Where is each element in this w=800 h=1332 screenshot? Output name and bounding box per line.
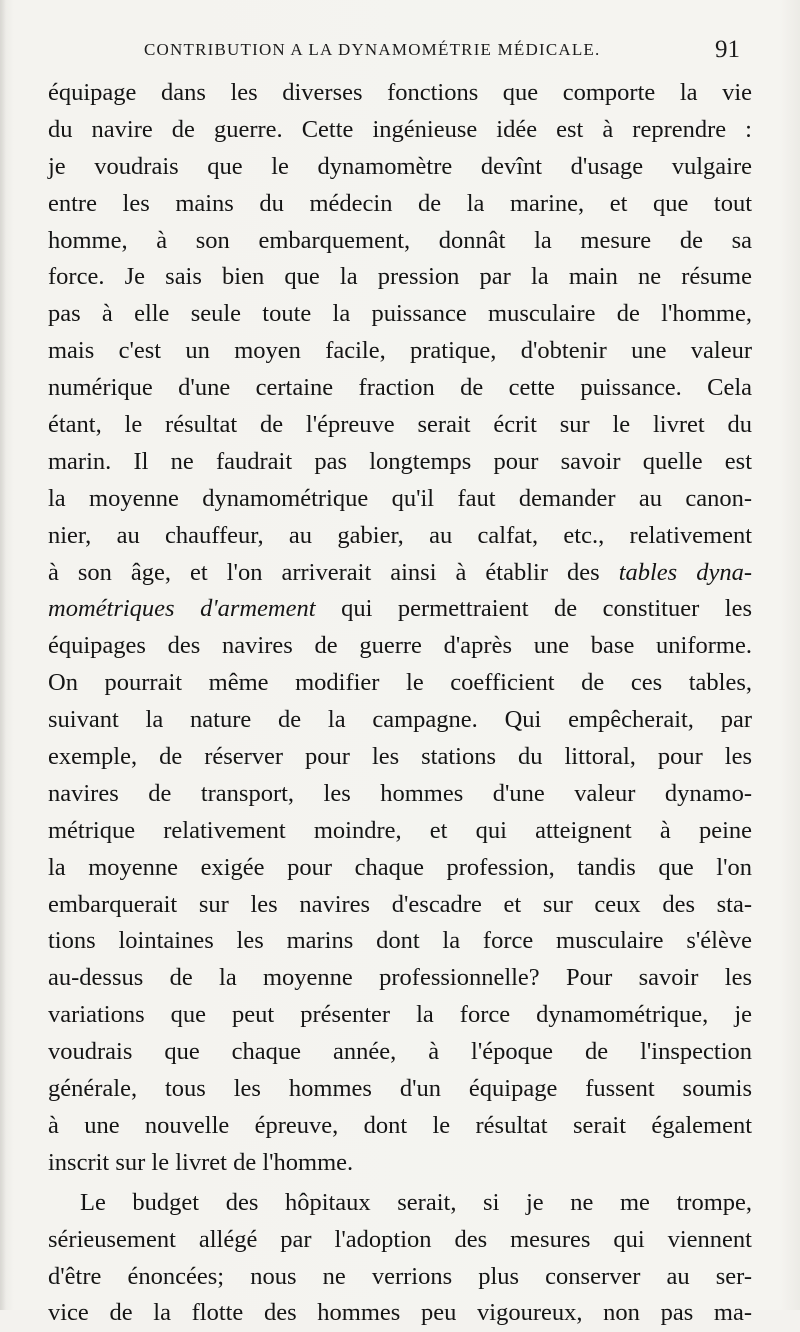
text-line: métrique relativement moindre, et qui atteignent à peine — [48, 816, 752, 844]
text-line: tions lointaines les marins dont la force musculaire s'élève — [48, 927, 752, 955]
text-line: numérique d'une certaine fraction de cette puissance. Cela — [48, 374, 752, 402]
text-line: à une nouvelle épreuve, dont le résultat serait également — [48, 1111, 752, 1139]
text-line: du navire de guerre. Cette ingénieuse idée est à reprendre : — [48, 115, 752, 143]
page-number: 91 — [715, 36, 740, 63]
page-header — [48, 38, 744, 68]
page-edge-shadow — [0, 0, 6, 1310]
text-line: force. Je sais bien que la pression par la main ne résume — [48, 263, 752, 291]
text-line: équipages des navires de guerre d'après une base uniforme. — [48, 632, 752, 660]
text-line: la moyenne exigée pour chaque profession, tandis que l'on — [48, 853, 752, 881]
text-line-with-italic — [48, 591, 752, 628]
text-line: entre les mains du médecin de la marine, et que tout — [48, 189, 752, 217]
italic-term: mométriques d'armement — [48, 595, 316, 623]
text-span: qui permettraient de constituer les — [315, 595, 752, 623]
text-line: au-dessus de la moyenne professionnelle? Pour savoir les — [48, 964, 752, 992]
paragraph-1 — [48, 75, 752, 1182]
text-line: embarquerait sur les navires d'escadre et sur ceux des sta- — [48, 890, 752, 918]
text-line: navires de transport, les hommes d'une valeur dynamo- — [48, 779, 752, 807]
text-line: vice de la flotte des hommes peu vigoureux, non pas ma- — [48, 1299, 752, 1327]
text-line: la moyenne dynamométrique qu'il faut demander au canon- — [48, 484, 752, 512]
text-line: je voudrais que le dynamomètre devînt d'usage vulgaire — [48, 152, 752, 180]
text-span: à son âge, et l'on arriverait ainsi à établir des — [48, 558, 619, 586]
text-line: exemple, de réserver pour les stations du littoral, pour les — [48, 743, 752, 771]
text-line: mais c'est un moyen facile, pratique, d'obtenir une valeur — [48, 337, 752, 365]
text-line: homme, à son embarquement, donnât la mesure de sa — [48, 226, 752, 254]
text-line: suivant la nature de la campagne. Qui empêcherait, par — [48, 706, 752, 734]
italic-term: tables dyna- — [618, 558, 753, 586]
text-line: pas à elle seule toute la puissance musculaire de l'homme, — [48, 300, 752, 328]
text-line: sérieusement allégé par l'adoption des mesures qui viennent — [48, 1225, 752, 1253]
text-line: inscrit sur le livret de l'homme. — [48, 1148, 354, 1176]
text-line: voudrais que chaque année, à l'époque de l'inspection — [48, 1038, 752, 1066]
text-line: générale, tous les hommes d'un équipage fussent soumis — [48, 1075, 752, 1103]
text-line: d'être énoncées; nous ne verrions plus conserver au ser- — [48, 1262, 752, 1290]
text-line: étant, le résultat de l'épreuve serait écrit sur le livret du — [48, 411, 752, 439]
text-line-with-italic — [48, 555, 752, 592]
text-line: On pourrait même modifier le coefficient de ces tables, — [48, 669, 752, 697]
text-line: variations que peut présenter la force dynamométrique, je — [48, 1001, 752, 1029]
running-head: CONTRIBUTION A LA DYNAMOMÉTRIE MÉDICALE. — [144, 40, 601, 59]
text-line: nier, au chauffeur, au gabier, au calfat, etc., relativement — [48, 521, 752, 549]
text-line: équipage dans les diverses fonctions que comporte la vie — [48, 79, 752, 106]
body-text — [48, 75, 752, 1332]
text-line: Le budget des hôpitaux serait, si je ne me trompe, — [80, 1188, 752, 1216]
text-line: marin. Il ne faudrait pas longtemps pour savoir quelle est — [48, 447, 752, 475]
